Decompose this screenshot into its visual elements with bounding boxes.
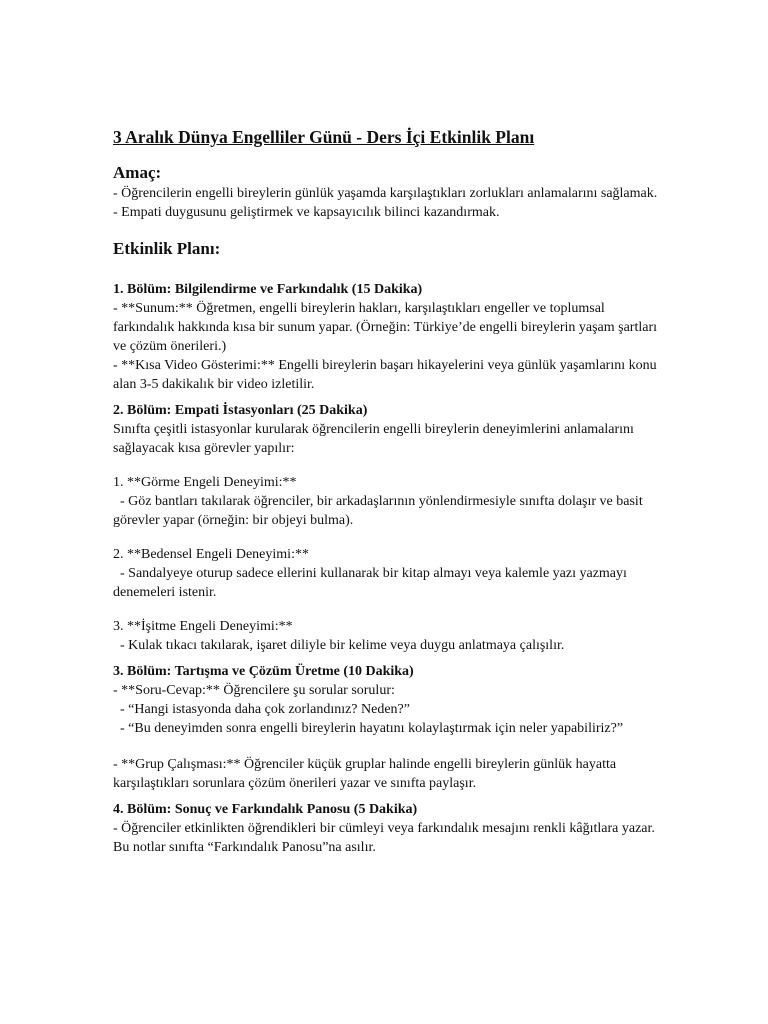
document-title: 3 Aralık Dünya Engelliler Günü - Ders İçi Etkinlik Planı: [113, 127, 535, 147]
station-line: - Göz bantları takılarak öğrenciler, bir arkadaşlarının yönlendirmesiyle sınıfta dolaşır ve basit: [120, 494, 643, 509]
section4-line: Bu notlar sınıfta “Farkındalık Panosu”na asılır.: [113, 840, 376, 855]
section1-line: - **Sunum:** Öğretmen, engelli bireylerin hakları, karşılaştıkları engeller ve toplumsal: [113, 301, 605, 316]
section2-intro-line: Sınıfta çeşitli istasyonlar kurularak öğrencilerin engelli bireylerin deneyimlerini anlamalarını: [113, 422, 634, 437]
station-line: - Sandalyeye oturup sadece ellerini kullanarak bir kitap almayı veya kalemle yazı yazmayı: [120, 566, 627, 581]
section2-heading: 2. Bölüm: Empati İstasyonları (25 Dakika): [113, 403, 368, 418]
amac-line: - Empati duygusunu geliştirmek ve kapsayıcılık bilinci kazandırmak.: [113, 205, 500, 220]
station-line: - Kulak tıkacı takılarak, işaret diliyle bir kelime veya duygu anlatmaya çalışılır.: [120, 638, 565, 653]
section4-line: - Öğrenciler etkinlikten öğrendikleri bir cümleyi veya farkındalık mesajını renkli kâğıtlara yazar.: [113, 821, 655, 836]
amac-heading: Amaç:: [113, 163, 162, 182]
section3-line: - **Soru-Cevap:** Öğrencilere şu sorular sorulur:: [113, 683, 395, 698]
section4-heading: 4. Bölüm: Sonuç ve Farkındalık Panosu (5 Dakika): [113, 802, 418, 817]
section3-line: - “Bu deneyimden sonra engelli bireylerin hayatını kolaylaştırmak için neler yapabiliriz?”: [120, 721, 624, 736]
section1-line: ve çözüm önerileri.): [113, 339, 227, 354]
section1-heading: 1. Bölüm: Bilgilendirme ve Farkındalık (15 Dakika): [113, 282, 423, 297]
document-page: [113, 126, 658, 857]
station-title: 2. **Bedensel Engeli Deneyimi:**: [113, 547, 309, 562]
section1-line: alan 3-5 dakikalık bir video izletilir.: [113, 377, 315, 392]
section1-line: farkındalık hakkında kısa bir sunum yapar. (Örneğin: Türkiye’de engelli bireylerin yaşam şartları: [113, 320, 658, 335]
station-line: denemeleri istenir.: [113, 585, 217, 600]
section1-line: - **Kısa Video Gösterimi:** Engelli bireylerin başarı hikayelerini veya günlük yaşamlarını konu: [113, 358, 657, 373]
section3-group-line: karşılaştıkları sorunlara çözüm önerileri yazar ve sınıfta paylaşır.: [113, 776, 477, 791]
station-title: 3. **İşitme Engeli Deneyimi:**: [113, 619, 293, 634]
amac-line: - Öğrencilerin engelli bireylerin günlük yaşamda karşılaştıkları zorlukları anlamalarını sağlamak.: [113, 186, 658, 201]
section3-group-line: - **Grup Çalışması:** Öğrenciler küçük gruplar halinde engelli bireylerin günlük hayatta: [113, 757, 617, 772]
plan-heading: Etkinlik Planı:: [113, 239, 221, 258]
station-line: görevler yapar (örneğin: bir objeyi bulma).: [113, 513, 354, 528]
section3-heading: 3. Bölüm: Tartışma ve Çözüm Üretme (10 Dakika): [113, 664, 414, 679]
section3-line: - “Hangi istasyonda daha çok zorlandınız? Neden?”: [120, 702, 410, 717]
station-title: 1. **Görme Engeli Deneyimi:**: [113, 475, 297, 490]
section2-intro-line: sağlayacak kısa görevler yapılır:: [113, 441, 295, 456]
